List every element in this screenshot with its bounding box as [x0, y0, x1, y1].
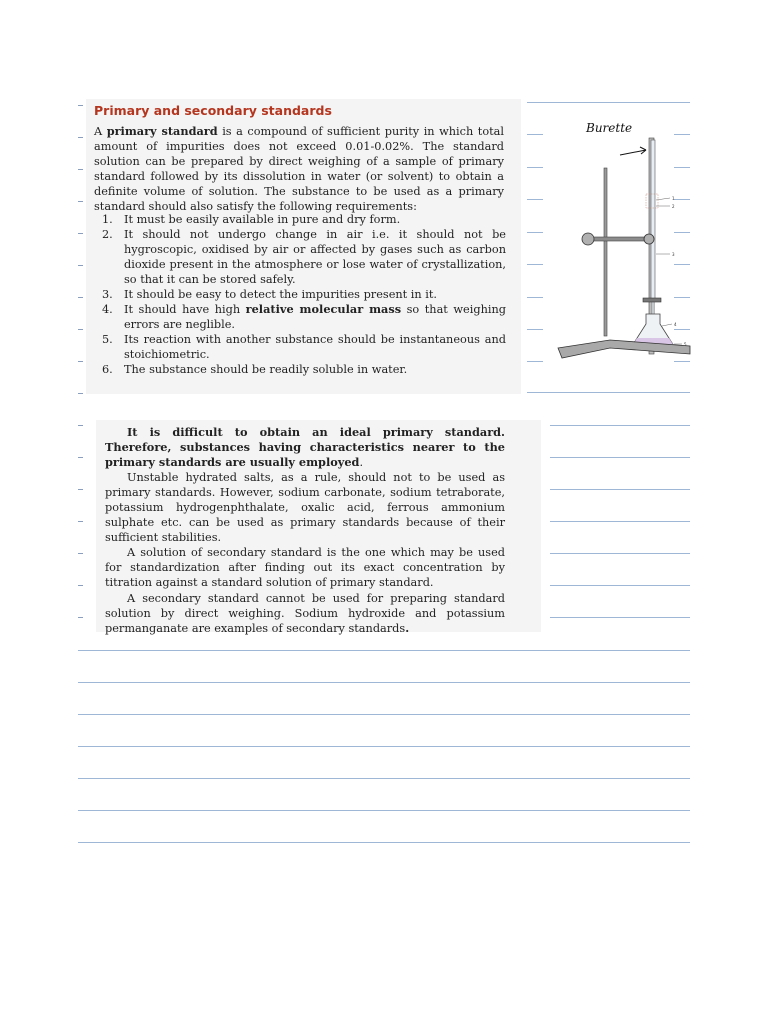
list-item-number: 5.: [102, 333, 113, 347]
ruled-line: [527, 264, 543, 265]
margin-tick: [78, 521, 83, 522]
list-item: [98, 287, 506, 302]
burette-tube: [651, 140, 655, 300]
list-item-number: 2.: [102, 228, 113, 242]
figure-label: 4: [674, 322, 677, 327]
ruled-line: [78, 682, 690, 683]
margin-tick: [78, 201, 83, 202]
figure-label: 5: [684, 342, 687, 347]
section-heading: Primary and secondary standards: [94, 103, 332, 118]
ruled-line: [78, 650, 690, 651]
list-item: [98, 302, 506, 332]
leader-line: [662, 324, 672, 326]
list-item-text: It should be easy to detect the impurities present in it.: [124, 288, 438, 302]
margin-tick: [78, 585, 83, 586]
list-item-number: 4.: [102, 303, 113, 317]
list-item-text: It should have high: [124, 303, 246, 317]
margin-tick: [78, 137, 83, 138]
list-item-number: 1.: [102, 213, 113, 226]
ruled-line: [527, 361, 543, 362]
secondary-examples-text: A secondary standard cannot be used for preparing standard solution by direct weighing. Sodium hydroxide and potassium permanganate are examples of secondary standards: [105, 592, 505, 636]
ruled-line: [550, 617, 690, 618]
margin-tick: [78, 361, 83, 362]
margin-tick: [78, 425, 83, 426]
list-item: [98, 332, 506, 362]
margin-tick: [78, 553, 83, 554]
ruled-line: [550, 521, 690, 522]
left-stand-rod: [604, 168, 607, 336]
list-item-text: The substance should be readily soluble in water.: [124, 363, 408, 377]
margin-tick: [78, 233, 83, 234]
secondary-standard-paragraph: A solution of secondary standard is the one which may be used for standardization after finding out its exact concentration by titration against a standard solution of primary standard.: [105, 546, 505, 590]
ruled-line: [550, 457, 690, 458]
ruled-line: [527, 329, 543, 330]
ruled-line: [527, 167, 543, 168]
ruled-line: [550, 553, 690, 554]
figure-label: 3: [672, 252, 675, 257]
list-item-text: It must be easily available in pure and dry form.: [124, 213, 401, 226]
clamp-knob-icon: [582, 233, 594, 245]
ruled-line: [527, 199, 543, 200]
list-item-number: 3.: [102, 288, 113, 302]
ideal-standard-tail: .: [359, 456, 364, 470]
list-item-number: 6.: [102, 363, 113, 377]
list-item-text: so that weighing errors are neglible.: [124, 303, 506, 332]
list-item-text: Its reaction with another substance should be instantaneous and stoichiometric.: [124, 333, 506, 362]
ideal-standard-text: It is difficult to obtain an ideal primary standard. Therefore, substances having characteristics nearer to the primary standards are usually employed: [105, 425, 505, 470]
margin-tick: [78, 489, 83, 490]
margin-tick: [78, 169, 83, 170]
ruled-line: [527, 134, 543, 135]
requirements-list: [98, 212, 506, 378]
hydrated-salts-paragraph: Unstable hydrated salts, as a rule, should not to be used as primary standards. However, sodium carbonate, sodium tetraborate, potassium hydrogenphthalate, oxalic acid, ferrous ammonium sulphate etc. can be used as primary standards because of their sufficient stabilities.: [105, 471, 505, 545]
ruled-line: [78, 714, 690, 715]
figure-label: 1: [672, 196, 675, 201]
ruled-line: [550, 585, 690, 586]
ruled-line: [78, 810, 690, 811]
ruled-line: [78, 842, 690, 843]
list-item: [98, 212, 506, 227]
margin-tick: [78, 393, 83, 394]
ruled-line: [78, 746, 690, 747]
intro-pre: A: [94, 125, 107, 138]
list-item-term: relative molecular mass: [245, 302, 402, 317]
margin-tick: [78, 265, 83, 266]
margin-tick: [78, 105, 83, 106]
margin-tick: [78, 617, 83, 618]
list-item: [98, 362, 506, 377]
list-item-text: It should not undergo change in air i.e. it should not be hygroscopic, oxidised by air or affected by gases such as carbon dioxide present in the atmosphere or lose water of crystallization, so that it can be stored safely.: [124, 228, 506, 287]
figure-label: 2: [672, 204, 675, 209]
secondary-examples-tail: .: [405, 621, 410, 636]
ideal-standard-paragraph: [105, 425, 505, 470]
intro-post: is a compound of sufficient purity in which total amount of impurities does not exceed 0.01-0.02%. The standard solution can be prepared by direct weighing of a sample of primary standard followed by its dissolution in water (or solvent) to obtain a definite volume of solution. The substance to be used as a primary standard should also satisfy the following requirements:: [94, 125, 505, 214]
ruled-line: [527, 392, 690, 393]
ruled-line: [527, 102, 690, 103]
intro-term: primary standard: [106, 124, 218, 138]
ruled-line: [527, 297, 543, 298]
burette-handwritten-label: Burette: [586, 121, 633, 135]
ruled-line: [78, 778, 690, 779]
ruled-line: [527, 232, 543, 233]
intro-paragraph: [94, 124, 504, 214]
secondary-examples-paragraph: [105, 591, 505, 636]
stopcock: [643, 298, 661, 302]
margin-tick: [78, 457, 83, 458]
ruled-line: [550, 425, 690, 426]
margin-tick: [78, 297, 83, 298]
margin-tick: [78, 329, 83, 330]
clamp-knob-icon: [644, 234, 654, 244]
burette-stand-figure: [550, 118, 700, 368]
list-item: [98, 227, 506, 287]
ruled-line: [550, 489, 690, 490]
